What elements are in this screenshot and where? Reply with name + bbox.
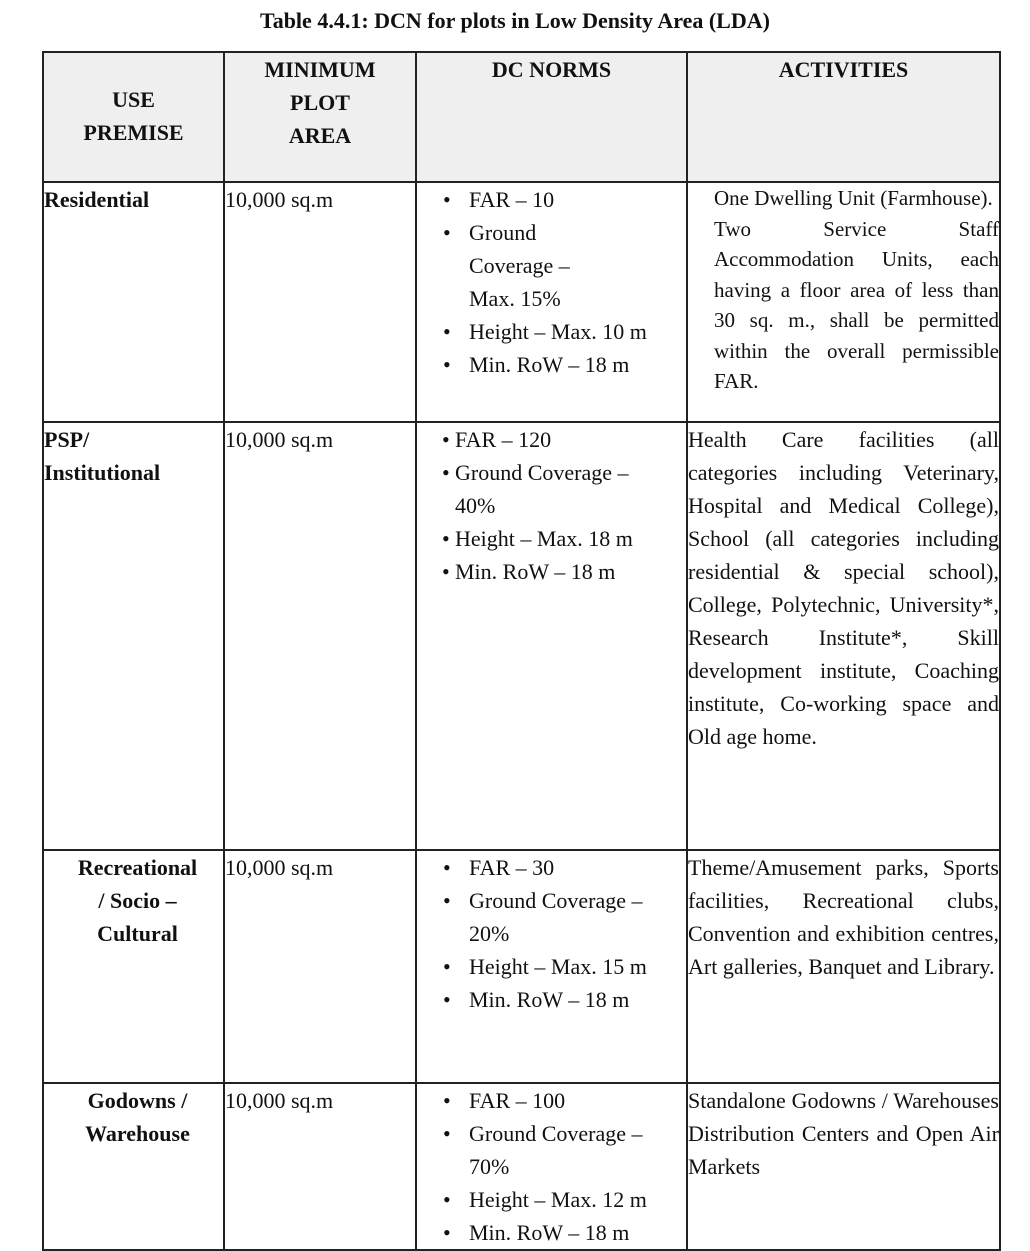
header-activities: ACTIVITIES: [687, 52, 1000, 182]
norm-item: • Ground Coverage – Max. 15%: [417, 216, 686, 315]
norm-item: • Ground Coverage – 20%: [417, 884, 686, 950]
activities-text: Standalone Godowns / Warehouses Distribution Centers and Open Air Markets: [688, 1088, 999, 1179]
use-premise-cell: [43, 182, 224, 422]
norm-item: • FAR – 30: [417, 851, 686, 884]
activities-text: One Dwelling Unit (Farmhouse).: [714, 186, 993, 210]
norm-item: • Min. RoW – 18 m: [417, 555, 686, 588]
table-title: Table 4.4.1: DCN for plots in Low Density Area (LDA): [260, 8, 770, 33]
header-plot-area-line: PLOT: [290, 90, 350, 115]
norm-item: • Min. RoW – 18 m: [417, 348, 686, 381]
table-row: [43, 1083, 1000, 1250]
norms-list: [417, 183, 686, 381]
use-premise-line: Godowns /: [87, 1088, 188, 1113]
dc-norms-cell: [416, 422, 687, 850]
dc-norms-cell: [416, 182, 687, 422]
header-dc-norms: DC NORMS: [416, 52, 687, 182]
activities-cell: [687, 422, 1000, 850]
plot-area-cell: 10,000 sq.m: [224, 182, 416, 422]
header-row: [43, 52, 1000, 182]
use-premise-line: Cultural: [97, 921, 178, 946]
header-use-premise: [43, 52, 224, 182]
norms-list: [417, 1084, 686, 1249]
use-premise-cell: [43, 422, 224, 850]
activities-text: Two Service Staff Accommodation Units, each having a floor area of less than 30 sq. m., shall be permitted within the overall permissible FAR.: [714, 216, 999, 393]
table-row: [43, 422, 1000, 850]
use-premise-line: Residential: [44, 187, 150, 212]
use-premise-line: Institutional: [44, 460, 161, 485]
use-premise-line: / Socio –: [98, 888, 177, 913]
norm-item: • Ground Coverage – 40%: [417, 456, 686, 522]
norms-list: [417, 851, 686, 1016]
norm-item: • FAR – 120: [417, 423, 686, 456]
activities-cell: [687, 1083, 1000, 1250]
dc-norms-cell: [416, 850, 687, 1083]
dcn-table: [42, 51, 1001, 1251]
dc-norms-cell: [416, 1083, 687, 1250]
norm-item: • Height – Max. 18 m: [417, 522, 686, 555]
norm-item: • Height – Max. 12 m: [417, 1183, 686, 1216]
header-plot-area-line: MINIMUM: [264, 57, 376, 82]
table-row: [43, 182, 1000, 422]
activities-cell: [687, 850, 1000, 1083]
use-premise-line: PSP/: [44, 427, 90, 452]
header-use-premise-line: PREMISE: [83, 120, 184, 145]
norms-list: [417, 423, 686, 588]
norm-item: • Min. RoW – 18 m: [417, 983, 686, 1016]
activities-cell: [687, 182, 1000, 422]
use-premise-line: Warehouse: [85, 1121, 190, 1146]
header-plot-area: [224, 52, 416, 182]
activities-text: Theme/Amusement parks, Sports facilities, Recreational clubs, Convention and exhibition centres, Art galleries, Banquet and Library.: [688, 855, 999, 979]
norm-item: • Height – Max. 10 m: [417, 315, 686, 348]
header-plot-area-line: AREA: [288, 123, 352, 148]
header-use-premise-line: USE: [112, 87, 155, 112]
norm-item: • FAR – 100: [417, 1084, 686, 1117]
plot-area-cell: 10,000 sq.m: [224, 422, 416, 850]
norm-item: • Height – Max. 15 m: [417, 950, 686, 983]
norm-item: • FAR – 10: [417, 183, 686, 216]
norm-item: • Min. RoW – 18 m: [417, 1216, 686, 1249]
use-premise-cell: [43, 1083, 224, 1250]
plot-area-cell: 10,000 sq.m: [224, 1083, 416, 1250]
use-premise-cell: [43, 850, 224, 1083]
use-premise-line: Recreational: [77, 855, 198, 880]
table-row: [43, 850, 1000, 1083]
plot-area-cell: 10,000 sq.m: [224, 850, 416, 1083]
norm-item: • Ground Coverage – 70%: [417, 1117, 686, 1183]
activities-text: Health Care facilities (all categories including Veterinary, Hospital and Medical College), School (all categories including residential & special school), College, Polytechnic, University*, Research Institute*, Skill development institute, Coaching institute, Co-working space and Old age home.: [688, 427, 999, 749]
